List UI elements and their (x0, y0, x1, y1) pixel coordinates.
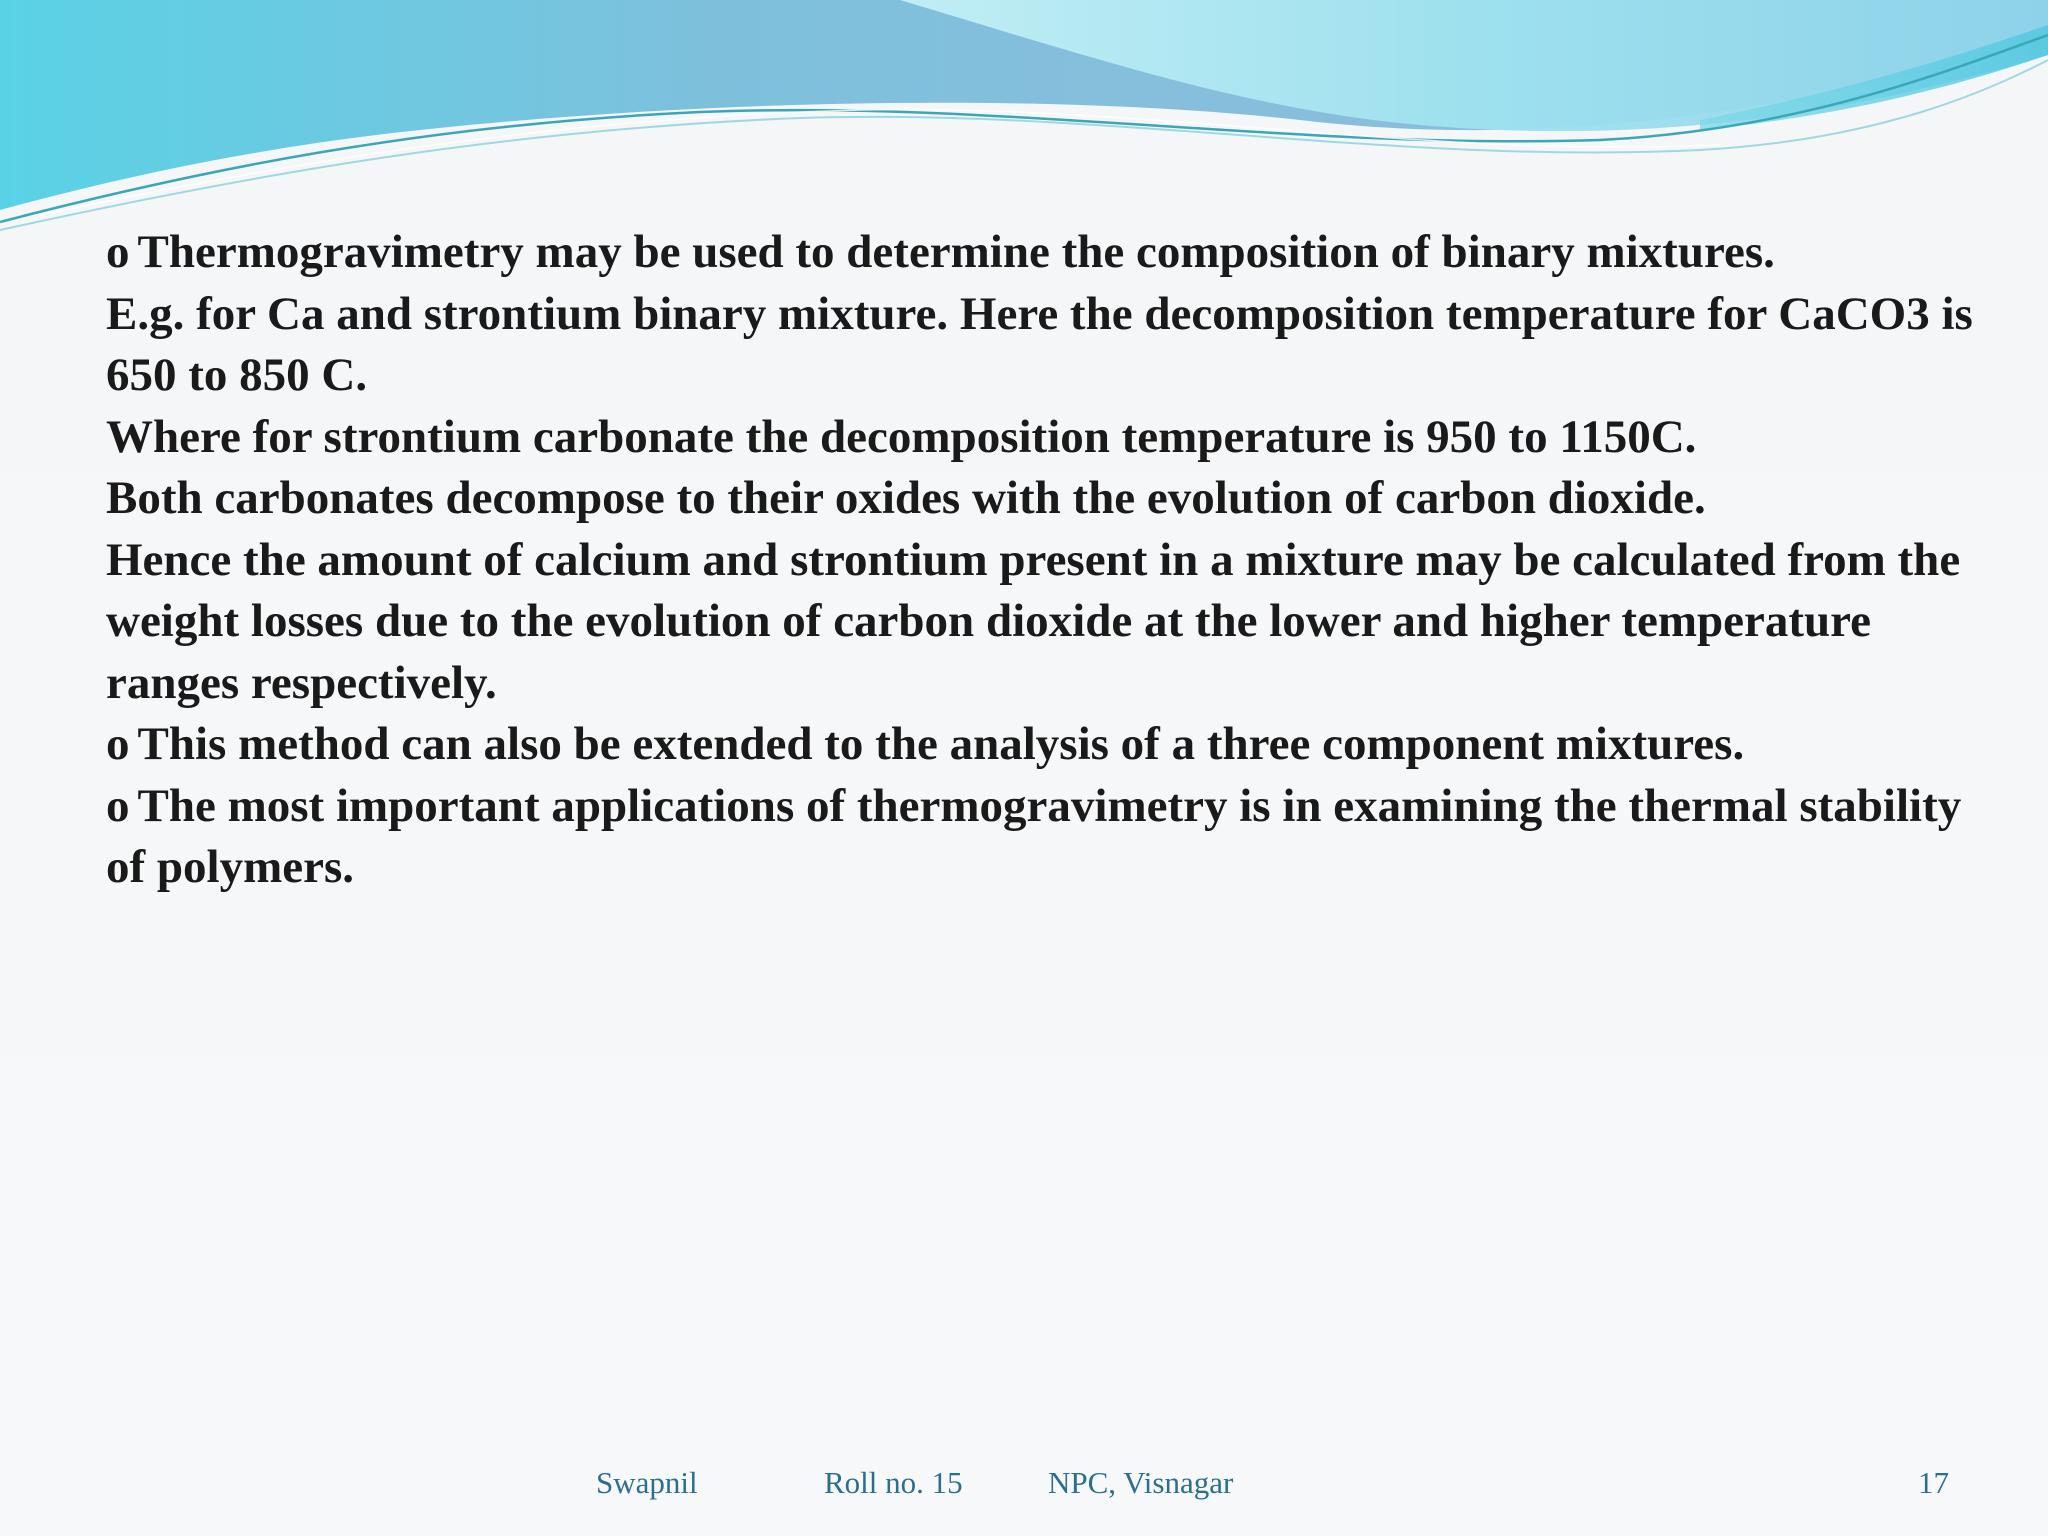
paragraph-text: Thermogravimetry may be used to determine the composition of binary mixtures. (137, 226, 1775, 278)
paragraph-6 (106, 714, 2006, 776)
paragraph-text: Where for strontium carbonate the decomposition temperature is 950 to 1150C. (106, 410, 1697, 463)
footer-author: Swapnil (596, 1465, 698, 1500)
paragraph-text: Both carbonates decompose to their oxides with the evolution of carbon dioxide. (106, 472, 1706, 524)
slide-number: 17 (1918, 1465, 1949, 1500)
paragraph-5 (106, 530, 2006, 715)
paragraph-text: The most important applications of thermogravimetry is in examining the thermal stability of polymers. (106, 779, 1962, 893)
footer-college: NPC, Visnagar (1048, 1465, 1234, 1500)
paragraph-7 (106, 776, 2006, 899)
paragraph-text: E.g. for Ca and strontium binary mixture. Here the decomposition temperature for CaCO3 is 650 to 850 C. (106, 287, 1973, 401)
header-wave-decoration (0, 0, 2048, 240)
bullet-marker: o (106, 779, 130, 832)
bullet-marker: o (106, 718, 130, 770)
paragraph-4 (106, 468, 2006, 530)
footer-roll-number: Roll no. 15 (824, 1465, 963, 1500)
paragraph-text: This method can also be extended to the analysis of a three component mixtures. (137, 718, 1745, 770)
paragraph-1 (106, 222, 2006, 284)
bullet-marker: o (106, 226, 130, 278)
paragraph-text: Hence the amount of calcium and strontium present in a mixture may be calculated from the weight losses due to the evolution of carbon dioxide at the lower and higher temperature ranges respectively. (106, 533, 1961, 709)
paragraph-3 (106, 407, 2006, 469)
paragraph-2 (106, 284, 2006, 407)
slide-body (106, 222, 2006, 899)
